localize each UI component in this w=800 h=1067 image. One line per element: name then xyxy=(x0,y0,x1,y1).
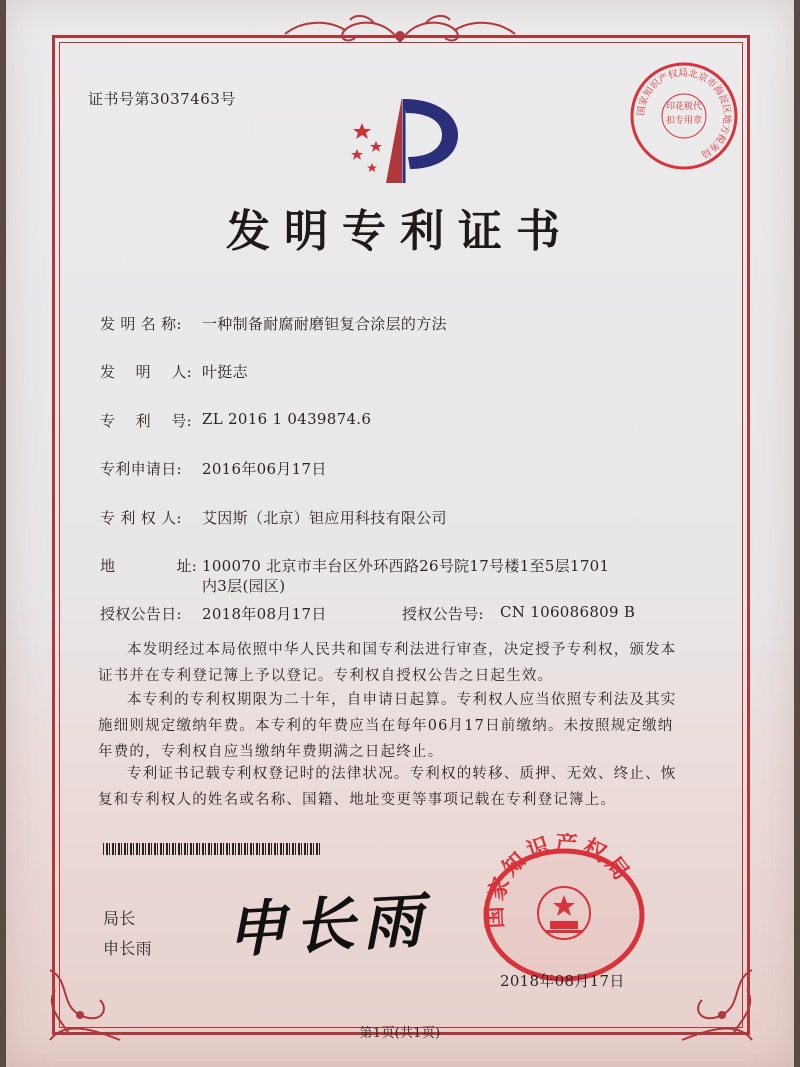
tax-stamp-ring-text: 国家知识产权局北京市海淀区地方税务局 xyxy=(635,67,733,160)
application-date-label: 专利申请日: xyxy=(100,460,182,478)
page-indicator: 第1页(共1页) xyxy=(359,1026,441,1041)
seal-date: 2018年08月17日 xyxy=(500,972,625,990)
grant-number-label: 授权公告号: xyxy=(402,605,484,623)
body-paragraph-2: 本专利的专利权期限为二十年，自申请日起算。专利权人应当依照专利法及其实施细则规定缴纳年费。本专利的年费应当在每年06月17日前缴纳。未按照规定缴纳年费的，专利权自应当缴纳年费期满之日起终止。 xyxy=(98,692,677,760)
address-label: 地 址: xyxy=(100,557,198,575)
address-line-1: 100070 北京市丰台区外环西路26号院17号楼1至5层1701 xyxy=(202,557,610,575)
inventor-value: 叶挺志 xyxy=(202,363,248,381)
certificate-number: 证书号第3037463号 xyxy=(88,90,236,108)
grant-date-value: 2018年08月17日 xyxy=(202,605,327,623)
inventor-label: 发 明 人: xyxy=(100,363,192,381)
tax-stamp xyxy=(628,60,740,172)
address-line-2: 内3层(园区) xyxy=(202,577,286,595)
top-ornament xyxy=(275,12,525,48)
body-paragraph-1: 本发明经过本局依照中华人民共和国专利法进行审查，决定授予专利权，颁发本证书并在专利登记簿上予以登记。专利权自授权公告之日起生效。 xyxy=(98,642,677,684)
director-signature: 申长雨 xyxy=(224,885,432,967)
patent-office-logo xyxy=(340,95,465,190)
grant-date-label: 授权公告日: xyxy=(100,605,182,623)
patent-number-value: ZL 2016 1 0439874.6 xyxy=(202,410,372,428)
barcode xyxy=(103,843,321,855)
patent-number-label: 专 利 号: xyxy=(100,412,192,430)
director-title: 局长 xyxy=(103,909,136,928)
invention-name-label: 发 明 名 称: xyxy=(100,315,182,333)
official-seal xyxy=(474,833,654,983)
tax-stamp-center-text: 印花税代扣专用章 xyxy=(665,102,702,126)
application-date-value: 2016年06月17日 xyxy=(202,460,327,478)
grant-number-value: CN 106086809 B xyxy=(500,603,636,621)
invention-name-value: 一种制备耐腐耐磨钽复合涂层的方法 xyxy=(202,315,447,333)
patentee-label: 专 利 权 人: xyxy=(100,509,182,527)
body-paragraph-3: 专利证书记载专利权登记时的法律状况。专利权的转移、质押、无效、终止、恢复和专利权人的姓名或名称、国籍、地址变更等事项记载在专利登记簿上。 xyxy=(98,766,677,808)
patentee-value: 艾因斯（北京）钽应用科技有限公司 xyxy=(202,509,447,527)
official-seal-text: 国家知识产权局 xyxy=(481,833,637,930)
certificate-title: 发明专利证书 xyxy=(226,206,574,257)
director-name: 申长雨 xyxy=(103,939,152,958)
